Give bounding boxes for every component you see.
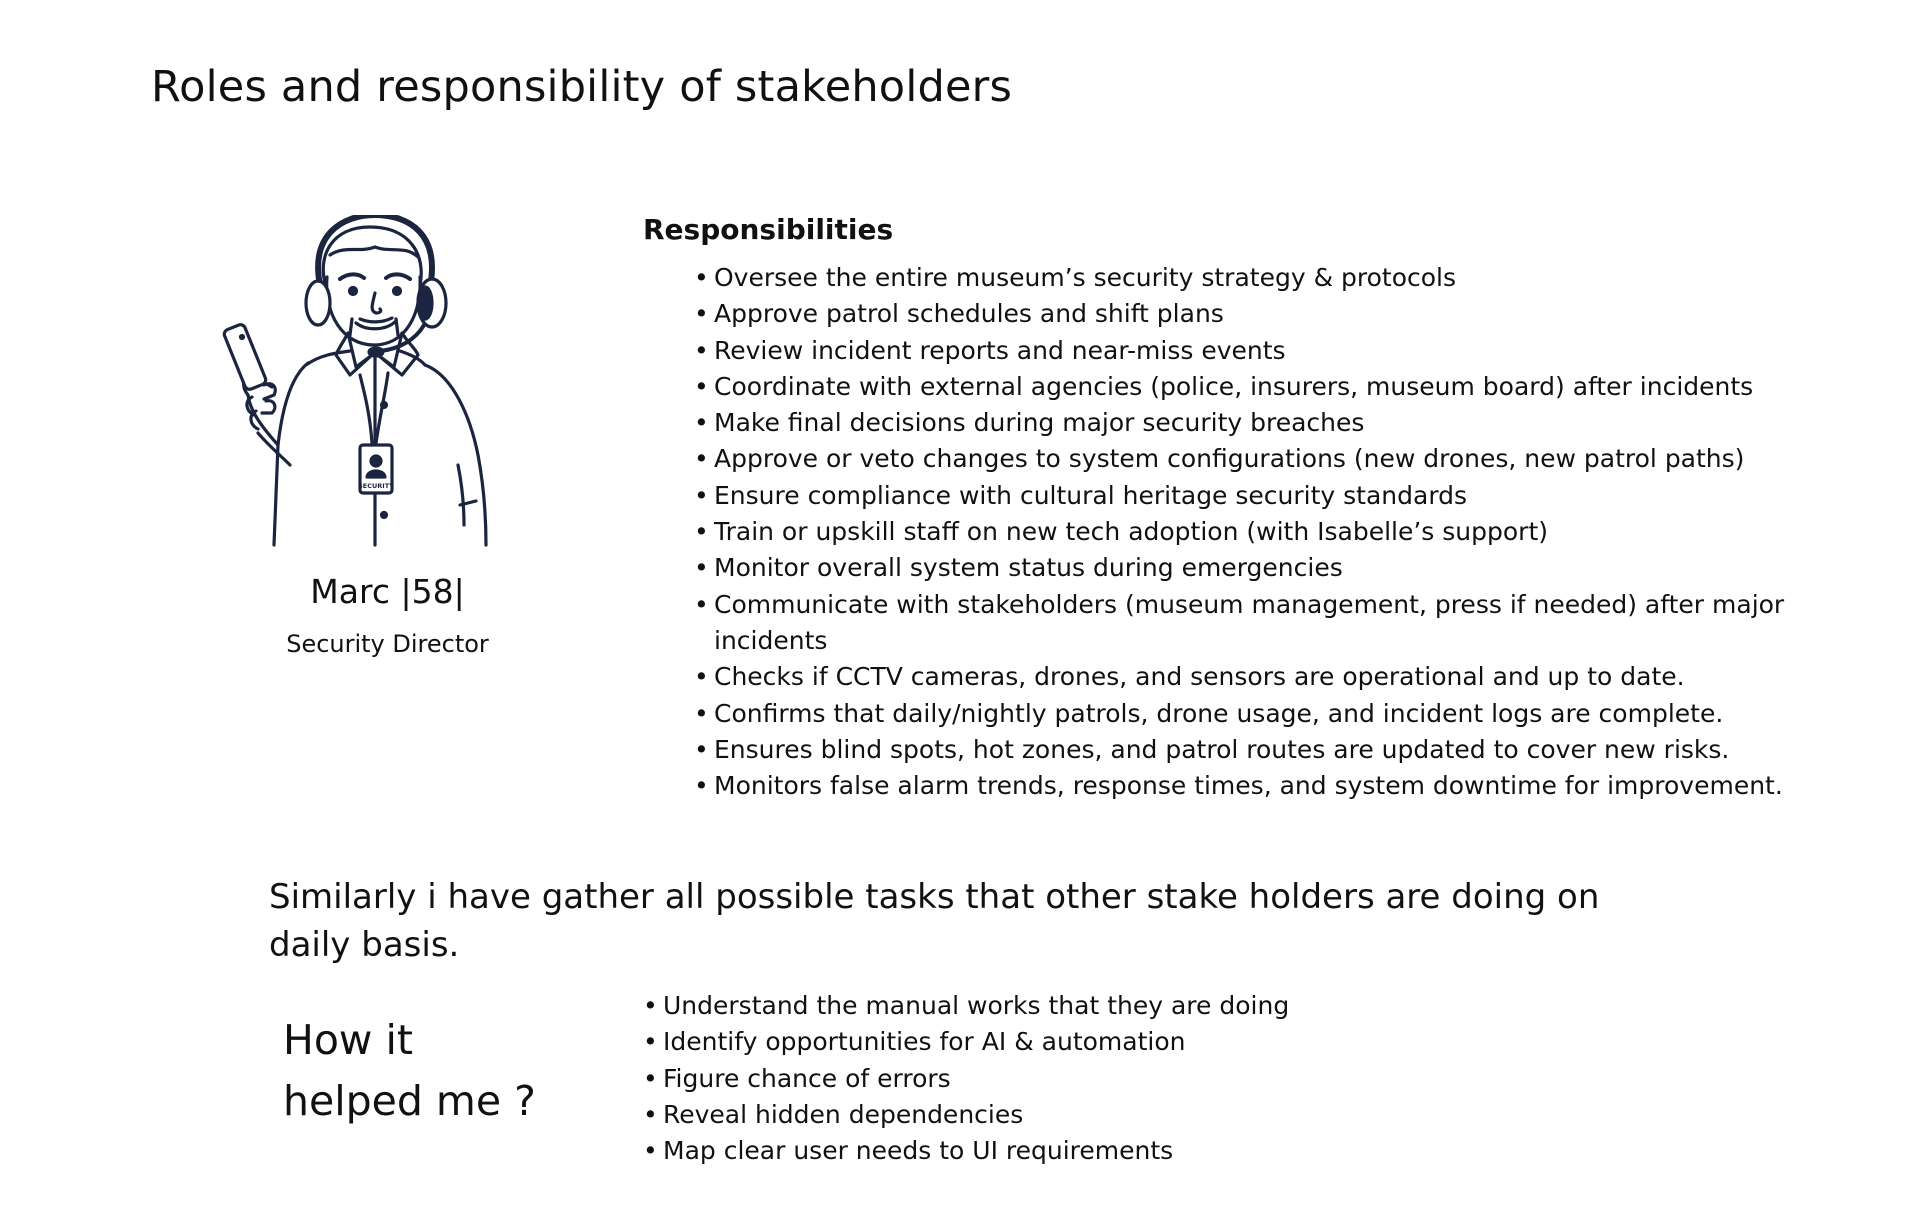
list-item: • Checks if CCTV cameras, drones, and sensors are operational and up to date.: [694, 662, 1685, 692]
list-item: • Map clear user needs to UI requirements: [643, 1136, 1174, 1166]
list-item: • Ensures blind spots, hot zones, and patrol routes are updated to cover new risks.: [694, 734, 1730, 764]
list-item: • Approve or veto changes to system configurations (new drones, new patrol paths): [694, 444, 1745, 474]
similar-tasks-paragraph: Similarly i have gather all possible tasks that other stake holders are doing on daily basis.: [269, 877, 1600, 965]
persona-name: Marc |58|: [310, 572, 465, 611]
list-item: • Confirms that daily/nightly patrols, drone usage, and incident logs are complete.: [694, 698, 1724, 728]
responsibilities-heading: Responsibilities: [643, 213, 894, 246]
list-item: • Make final decisions during major security breaches: [694, 408, 1365, 438]
list-item: • Monitor overall system status during emergencies: [694, 553, 1343, 583]
responsibilities-list: [694, 260, 1794, 804]
security-director-with-headset-icon: [220, 215, 530, 550]
list-item: • Review incident reports and near-miss events: [694, 335, 1286, 365]
list-item: • Ensure compliance with cultural heritage security standards: [694, 480, 1468, 510]
list-item: • Approve patrol schedules and shift plans: [694, 299, 1224, 329]
list-item: • Train or upskill staff on new tech adoption (with Isabelle’s support): [694, 517, 1549, 547]
list-item: • Identify opportunities for AI & automation: [643, 1027, 1186, 1057]
how-it-helped-line-2: helped me ?: [283, 1077, 536, 1125]
how-it-helped-line-1: How it: [283, 1016, 413, 1064]
list-item: • Monitors false alarm trends, response times, and system downtime for improvement.: [694, 771, 1783, 801]
list-item: • Communicate with stakeholders (museum management, press if needed) after major incidents: [694, 589, 1785, 655]
list-item: • Understand the manual works that they are doing: [643, 991, 1290, 1020]
how-it-helped-list: [643, 988, 1563, 1169]
list-item: • Oversee the entire museum’s security strategy & protocols: [694, 263, 1457, 292]
persona-illustration: [220, 215, 530, 550]
badge-label: SECURITY: [358, 482, 394, 490]
persona-role: Security Director: [286, 630, 489, 658]
list-item: • Figure chance of errors: [643, 1063, 951, 1093]
how-it-helped-heading: [283, 1010, 583, 1132]
list-item: • Reveal hidden dependencies: [643, 1099, 1024, 1129]
list-item: • Coordinate with external agencies (police, insurers, museum board) after incidents: [694, 371, 1754, 401]
page-title: Roles and responsibility of stakeholders: [151, 62, 1013, 112]
